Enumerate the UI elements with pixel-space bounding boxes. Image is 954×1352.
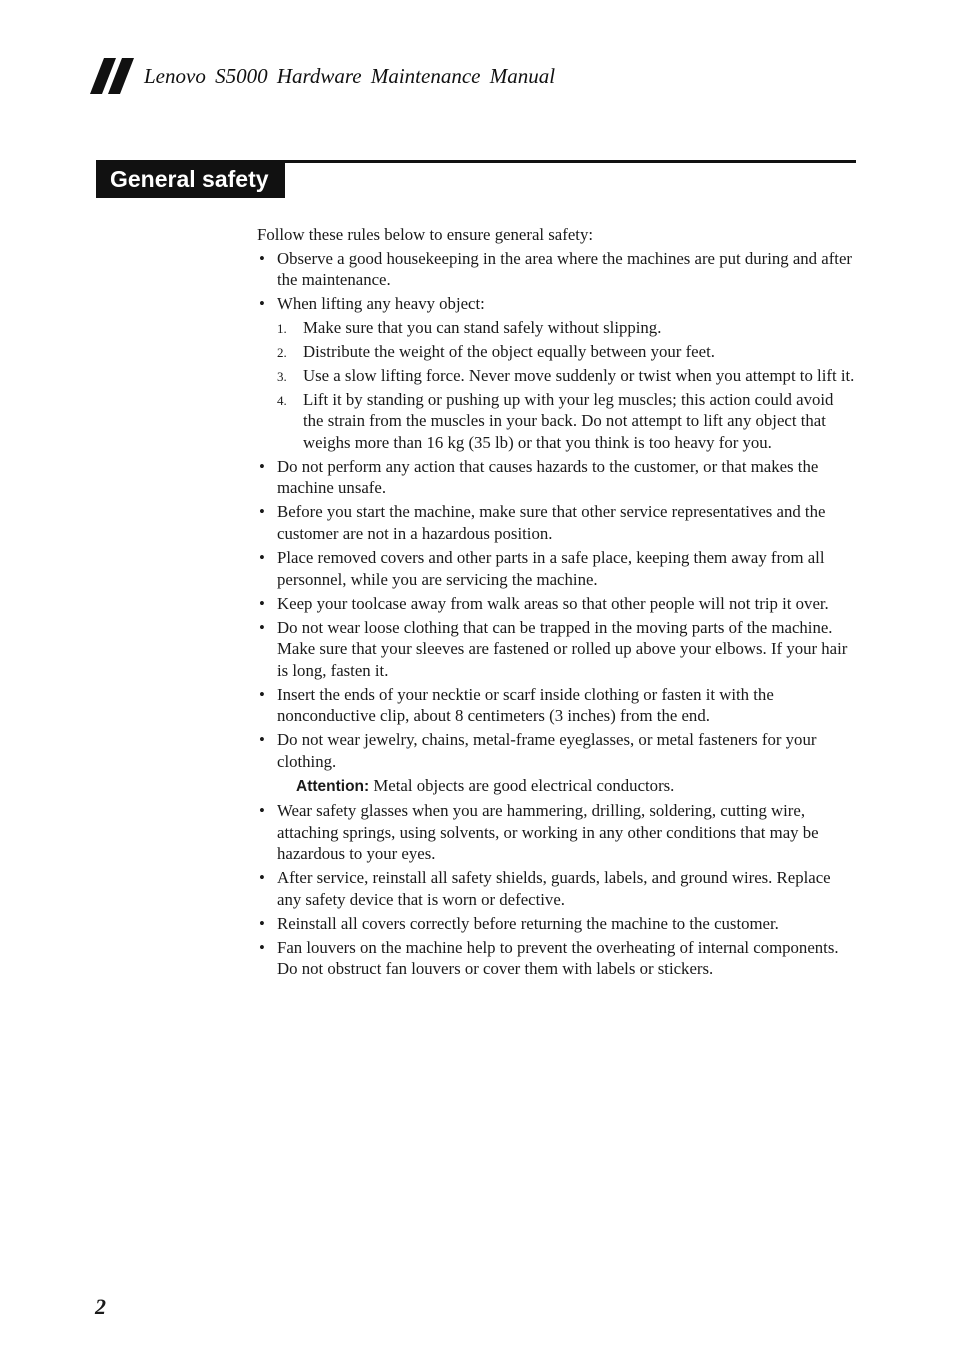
step-number: 1. [277,320,287,336]
running-header [90,58,555,94]
step-number: 4. [277,392,287,408]
bullet-icon: • [259,294,265,314]
bullet-icon: • [259,502,265,522]
section-heading [96,160,285,198]
bullet-icon: • [259,868,265,888]
list-item [257,937,857,980]
safety-rules-list-continued [257,800,857,980]
list-item [257,729,857,772]
bullet-icon: • [259,730,265,750]
list-item-text: Keep your toolcase away from walk areas so that other people will not trip it over. [277,593,829,613]
step-text: Make sure that you can stand safely without slipping. [303,317,662,337]
step-number: 3. [277,368,287,384]
list-item-text: Do not perform any action that causes hazards to the customer, or that makes the machine unsafe. [277,456,819,498]
list-item [257,248,857,291]
list-item-text: Place removed covers and other parts in a safe place, keeping them away from all personnel, while you are servicing the machine. [277,548,825,589]
bullet-icon: • [259,456,265,476]
step-text: Use a slow lifting force. Never move suddenly or twist when you attempt to lift it. [303,365,855,385]
list-item [257,800,857,865]
page-number: 2 [95,1294,106,1319]
step-text: Distribute the weight of the object equally between your feet. [303,341,715,361]
list-item-text: Do not wear loose clothing that can be trapped in the moving parts of the machine. Make sure that your sleeves are fastened or rolled up above your elbows. If your hair is long, fasten it. [277,617,848,680]
bullet-icon: • [259,248,265,268]
lifting-steps-list [277,317,857,454]
step-number: 2. [277,344,287,360]
attention-text: Metal objects are good electrical conductors. [373,775,675,795]
list-item [257,547,857,590]
double-slash-logo-icon [90,58,136,94]
step-item [277,389,857,454]
step-item [277,365,857,387]
safety-rules-list [257,248,857,773]
bullet-icon: • [259,548,265,568]
section-title: General safety [110,165,269,192]
list-item-text: Fan louvers on the machine help to prevent the overheating of internal components. Do not obstruct fan louvers or cover them with labels or stickers. [277,937,839,979]
bullet-icon: • [259,684,265,704]
bullet-icon: • [259,617,265,637]
list-item-text: Insert the ends of your necktie or scarf inside clothing or fasten it with the nonconductive clip, about 8 centimeters (3 inches) from the end. [277,684,774,726]
list-item-text: Wear safety glasses when you are hammering, drilling, soldering, cutting wire, attaching springs, using solvents, or working in any other conditions that may be hazardous to your eyes. [277,800,819,864]
list-item-text: When lifting any heavy object: [277,294,485,314]
bullet-icon: • [259,593,265,613]
list-item [257,501,857,544]
manual-title: Lenovo S5000 Hardware Maintenance Manual [144,63,556,88]
bullet-icon: • [259,937,265,957]
list-item-text: Do not wear jewelry, chains, metal-frame eyeglasses, or metal fasteners for your clothing. [277,730,817,771]
intro-text: Follow these rules below to ensure general safety: [257,225,593,244]
list-item-text: After service, reinstall all safety shields, guards, labels, and ground wires. Replace any safety device that is worn or defective. [277,868,831,909]
list-item [257,456,857,499]
list-item [257,913,857,935]
list-item-text: Reinstall all covers correctly before returning the machine to the customer. [277,913,779,933]
list-item [257,684,857,727]
list-item [257,293,857,453]
step-text: Lift it by standing or pushing up with your leg muscles; this action could avoid the strain from the muscles in your back. Do not attempt to lift any object that weighs more than 16 kg (35 lb) or that you think is too heavy for you. [303,389,834,452]
step-item [277,341,857,363]
list-item [257,593,857,615]
step-item [277,317,857,339]
list-item [257,867,857,910]
attention-label: Attention: [296,777,370,795]
list-item [257,617,857,682]
bullet-icon: • [259,913,265,933]
attention-note [296,775,857,798]
list-item-text: Observe a good housekeeping in the area where the machines are put during and after the maintenance. [277,248,852,290]
list-item-text: Before you start the machine, make sure that other service representatives and the customer are not in a hazardous position. [277,502,826,544]
bullet-icon: • [259,800,265,820]
section-body [257,224,857,982]
